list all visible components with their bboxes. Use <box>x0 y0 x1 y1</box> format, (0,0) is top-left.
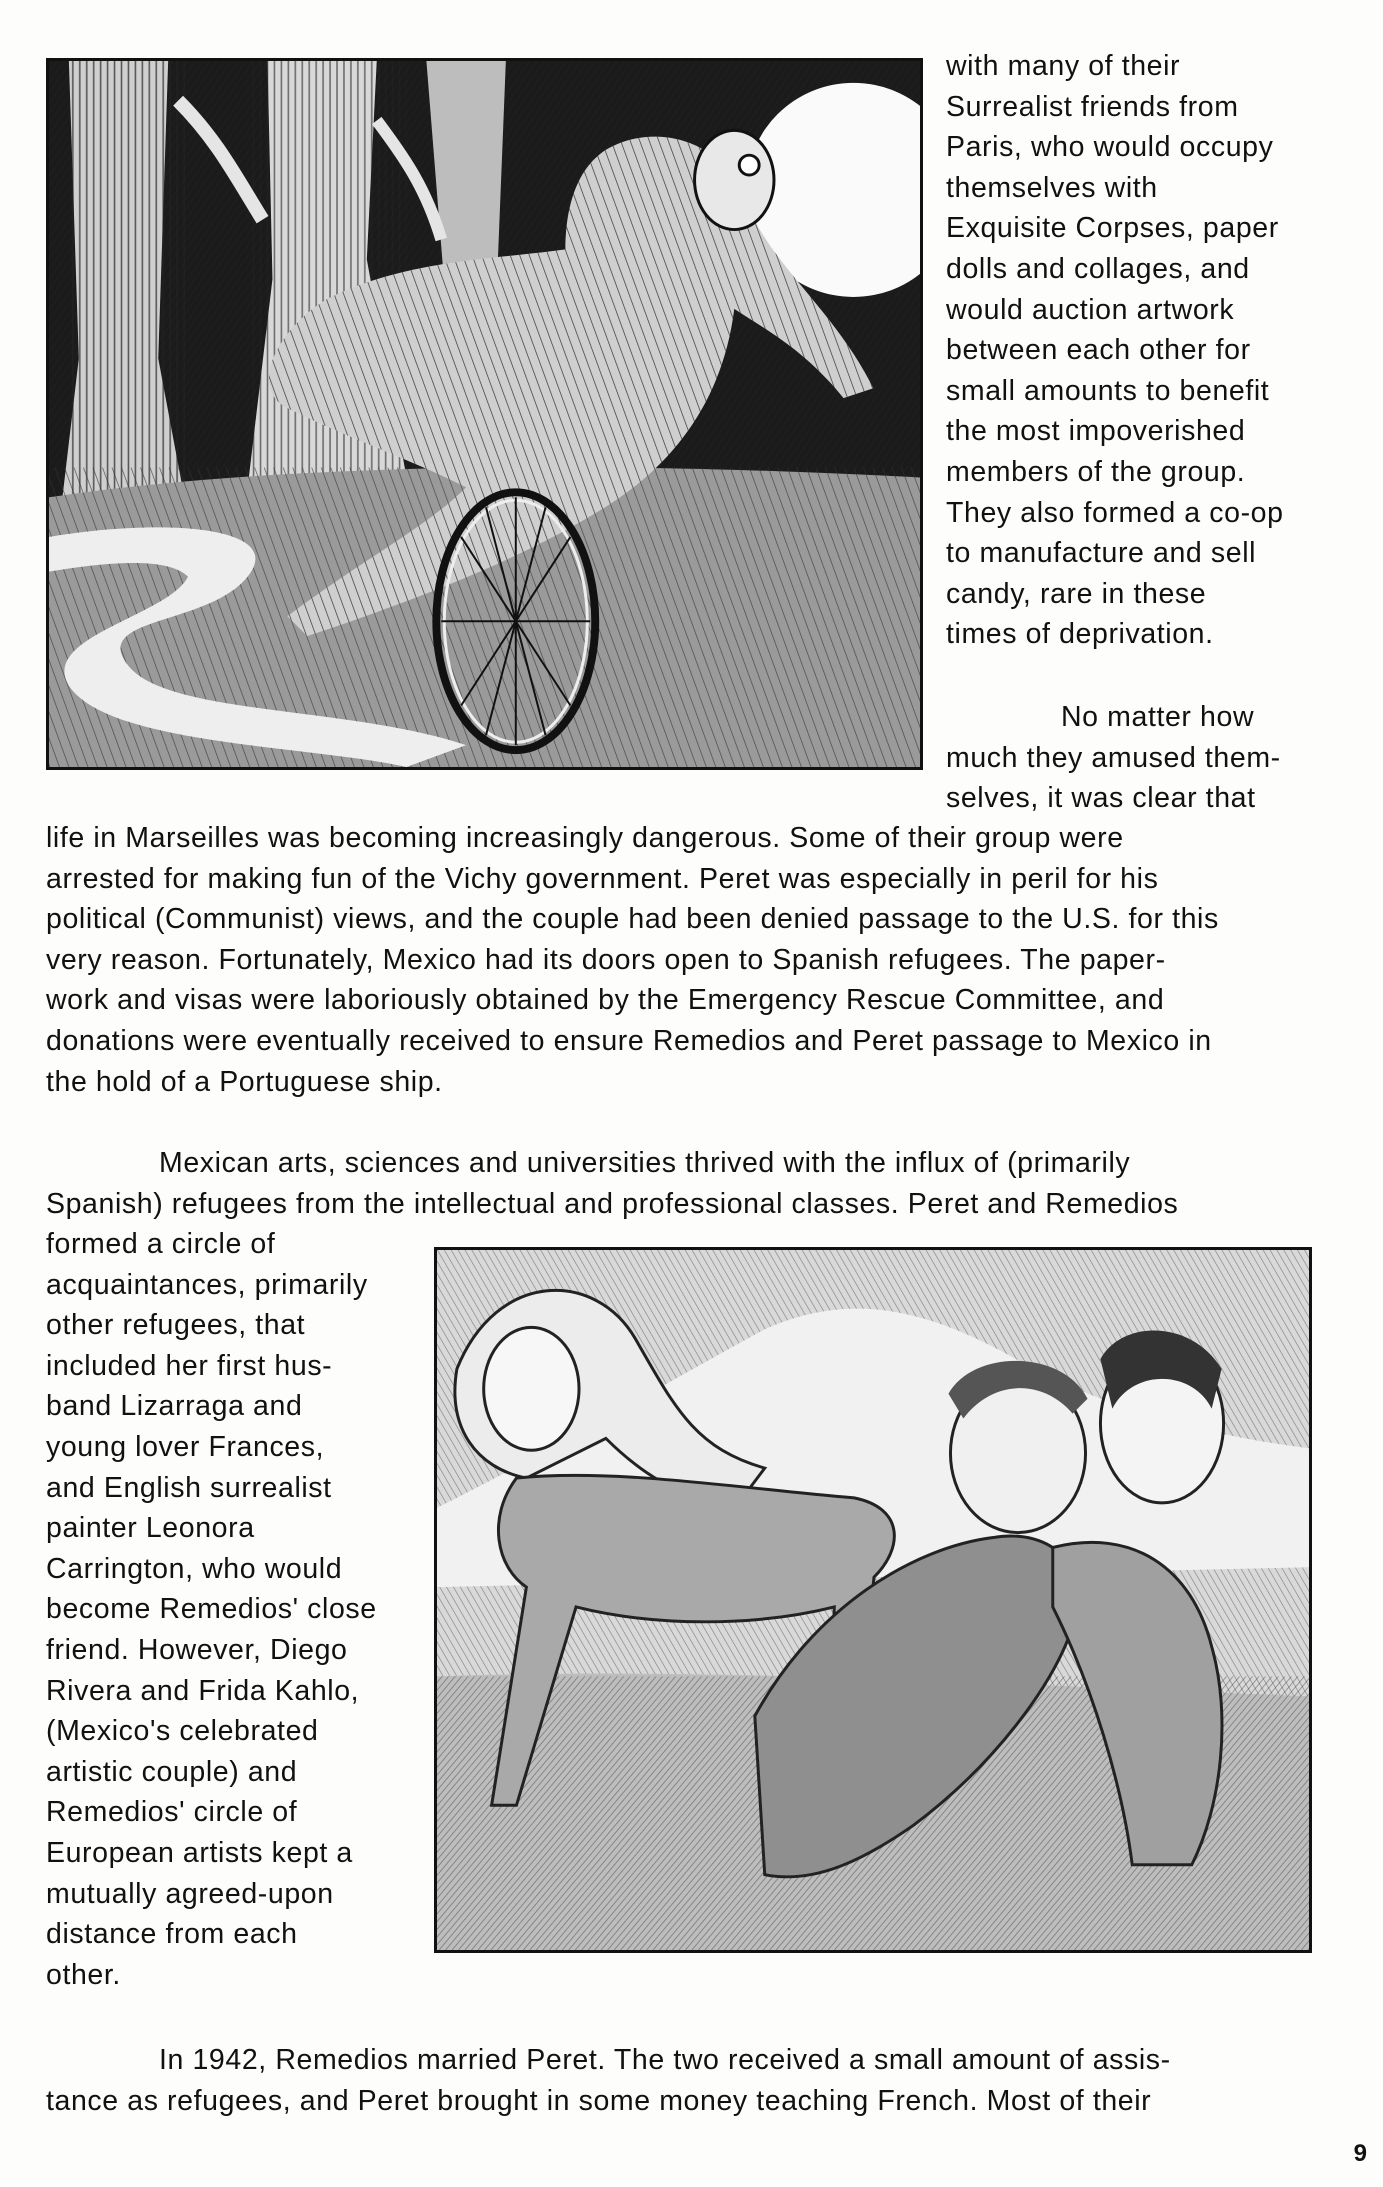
text-line: dolls and collages, and <box>946 252 1250 285</box>
text-line: become Remedios' close <box>46 1593 377 1626</box>
centaur-woman-face <box>484 1327 579 1450</box>
illustration-middle <box>434 1247 1312 1953</box>
text-line: to manufacture and sell <box>946 537 1257 570</box>
paragraph-surrealist-friends <box>946 46 1284 655</box>
text-line: distance from each <box>46 1918 298 1951</box>
text-line: Rivera and Frida Kahlo, <box>46 1674 360 1707</box>
paragraph-1942 <box>46 2040 1171 2121</box>
text-line: painter Leonora <box>46 1512 255 1545</box>
text-line: friend. However, Diego <box>46 1633 348 1666</box>
text-line: band Lizarraga and <box>46 1390 303 1423</box>
text-line: European artists kept a <box>46 1836 353 1869</box>
text-line: Spanish) refugees from the intellectual and professional classes. Peret and Remedios <box>46 1187 1179 1220</box>
bird-head <box>695 130 774 229</box>
text-line: arrested for making fun of the Vichy government. Peret was especially in peril for his <box>46 862 1159 895</box>
text-line: donations were eventually received to ensure Remedios and Peret passage to Mexico in <box>46 1024 1212 1057</box>
text-line: candy, rare in these <box>946 577 1207 610</box>
text-line: other refugees, that <box>46 1309 306 1342</box>
text-line: tance as refugees, and Peret brought in some money teaching French. Most of their <box>46 2084 1152 2117</box>
wheel <box>436 492 595 750</box>
text-line: Remedios' circle of <box>46 1796 298 1829</box>
text-line: the hold of a Portuguese ship. <box>46 1065 443 1098</box>
text-line: other. <box>46 1958 121 1991</box>
text-line: Mexican arts, sciences and universities thrived with the influx of (primarily <box>159 1147 1131 1179</box>
text-line: young lover Frances, <box>46 1430 325 1463</box>
text-line: much they amused them- <box>946 741 1281 774</box>
text-line: work and visas were laboriously obtained by the Emergency Rescue Committee, and <box>46 984 1165 1017</box>
text-line: Paris, who would occupy <box>946 131 1274 164</box>
text-line: life in Marseilles was becoming increasingly dangerous. Some of their group were <box>46 822 1124 854</box>
text-line: between each other for <box>946 334 1251 367</box>
paragraph-mexican-arts-side <box>46 1224 377 1995</box>
illustration-top <box>46 58 923 770</box>
text-line: themselves with <box>946 171 1158 204</box>
text-line: the most impoverished <box>946 415 1246 448</box>
paragraph-mexican-arts-full <box>46 1143 1178 1224</box>
text-line: (Mexico's celebrated <box>46 1715 319 1748</box>
text-line: members of the group. <box>946 455 1246 488</box>
text-line: political (Communist) views, and the couple had been denied passage to the U.S. for this <box>46 903 1219 936</box>
text-line: formed a circle of <box>46 1228 276 1260</box>
text-line: and English surrealist <box>46 1471 332 1504</box>
text-line: selves, it was clear that <box>946 782 1256 815</box>
paragraph-no-matter-side <box>946 697 1281 819</box>
text-line: mutually agreed-upon <box>46 1877 334 1910</box>
text-line: Exquisite Corpses, paper <box>946 212 1279 245</box>
text-line: with many of their <box>946 50 1181 82</box>
text-line: No matter how <box>1061 701 1255 733</box>
text-line: artistic couple) and <box>46 1755 298 1788</box>
text-line: In 1942, Remedios married Peret. The two received a small amount of assis- <box>159 2044 1171 2076</box>
text-line: very reason. Fortunately, Mexico had its doors open to Spanish refugees. The paper- <box>46 943 1166 976</box>
text-line: included her first hus- <box>46 1349 333 1382</box>
text-line: acquaintances, primarily <box>46 1268 368 1301</box>
page-number: 9 <box>1353 2140 1367 2167</box>
paragraph-no-matter-full <box>46 818 1219 1102</box>
text-line: would auction artwork <box>946 293 1235 326</box>
text-line: times of deprivation. <box>946 618 1214 651</box>
text-line: Carrington, who would <box>46 1552 343 1585</box>
text-line: Surrealist friends from <box>946 90 1239 123</box>
text-line: small amounts to benefit <box>946 374 1270 407</box>
text-line: They also formed a co-op <box>946 496 1284 529</box>
